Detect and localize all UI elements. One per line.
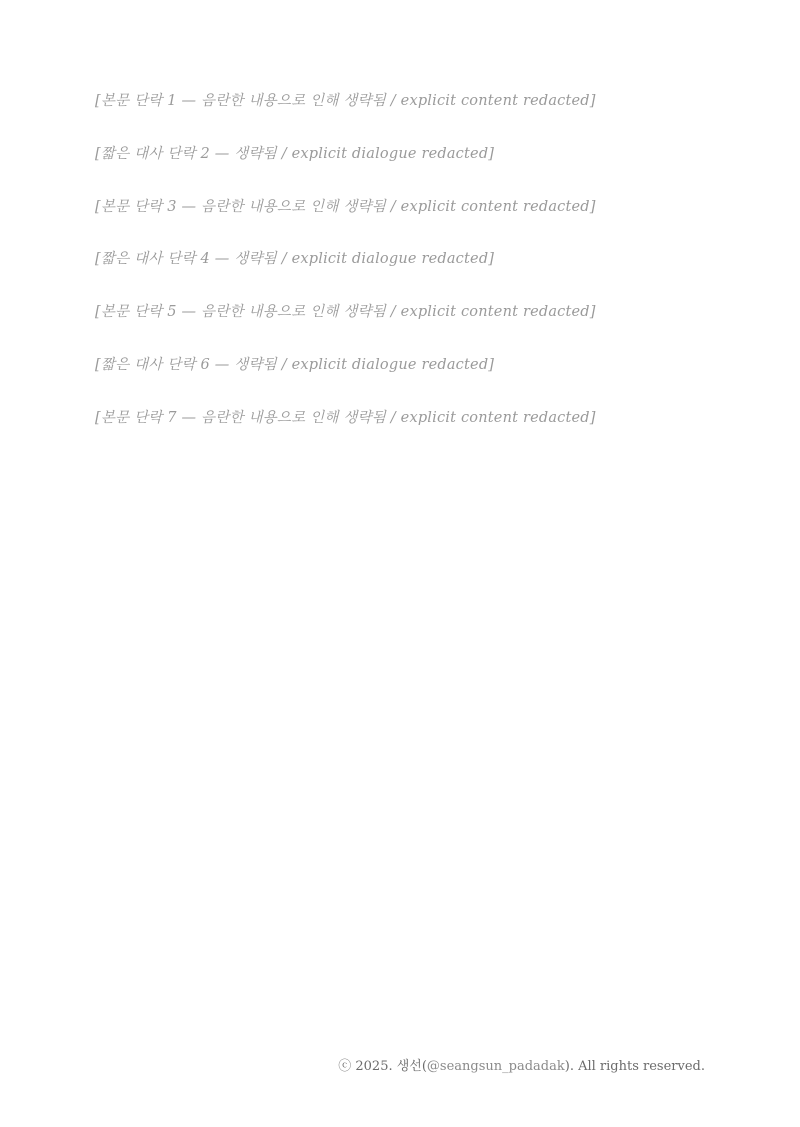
paragraph: [짧은 대사 단락 6 — 생략됨 / explicit dialogue redacted] [95, 357, 495, 374]
copyright-footer [338, 1055, 705, 1074]
document-body [95, 88, 713, 458]
copyright-text-suffix: ). All rights reserved. [564, 1059, 705, 1074]
copyright-text-prefix: ⓒ 2025. 생선( [338, 1059, 427, 1074]
paragraph: [본문 단락 5 — 음란한 내용으로 인해 생략됨 / explicit content redacted] [95, 304, 596, 321]
paragraph: [본문 단락 3 — 음란한 내용으로 인해 생략됨 / explicit content redacted] [95, 198, 596, 215]
paragraph: [본문 단락 7 — 음란한 내용으로 인해 생략됨 / explicit content redacted] [95, 409, 596, 426]
paragraph: [짧은 대사 단락 2 — 생략됨 / explicit dialogue redacted] [95, 145, 495, 162]
paragraph: [본문 단락 1 — 음란한 내용으로 인해 생략됨 / explicit content redacted] [95, 93, 596, 109]
author-handle: @seangsun_padadak [426, 1059, 565, 1074]
paragraph: [짧은 대사 단락 4 — 생략됨 / explicit dialogue redacted] [95, 251, 495, 268]
